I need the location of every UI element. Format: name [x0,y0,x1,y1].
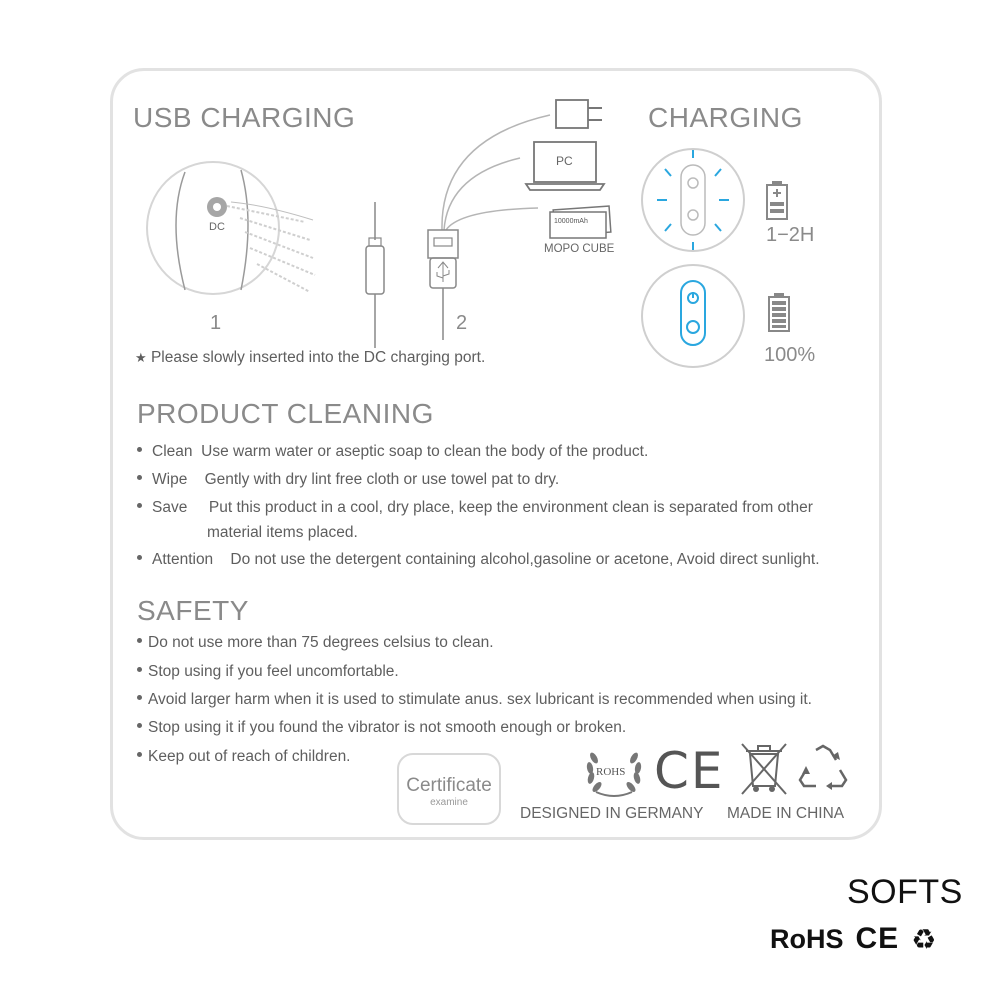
footer-certification-marks [770,922,936,956]
cleaning-item-continuation: material items placed. [207,524,358,541]
cleaning-item-text: Put this product in a cool, dry place, keep the environment clean is separated from other [208,499,813,516]
safety-item-text: Avoid larger harm when it is used to stimulate anus. sex lubricant is recommended when using it. [148,691,812,708]
safety-item-text: Keep out of reach of children. [148,748,351,765]
bullet-icon [137,447,142,452]
safety-item [137,748,351,766]
cleaning-item-label: Save [152,499,188,516]
star-icon: ★ [135,350,147,365]
certificate-stamp [397,753,501,825]
charging-indicator-icon [640,147,750,257]
pc-label: PC [556,154,573,168]
rohs-mark-text: ROHS [596,766,626,778]
cleaning-item-text: Use warm water or aseptic soap to clean the body of the product. [201,443,649,460]
safety-item-text: Stop using if you feel uncomfortable. [148,663,399,680]
dc-plug-cable-icon [360,200,390,350]
charging-time: 1−2H [766,224,815,246]
power-bank-capacity: 10000mAh [554,218,588,225]
designed-in-germany-label: DESIGNED IN GERMANY [520,805,704,822]
charging-note-text: Please slowly inserted into the DC charging port. [150,349,486,366]
charging-note [135,349,485,367]
cleaning-item [137,443,648,461]
battery-charging-icon [764,180,790,222]
safety-item [137,634,494,652]
step-2-number: 2 [456,312,468,334]
bullet-icon [137,475,142,480]
safety-item [137,663,399,681]
wall-adapter-icon [550,96,610,136]
safety-item-text: Do not use more than 75 degrees celsius to clean. [148,634,494,651]
safety-item [137,719,626,737]
safety-item-text: Stop using it if you found the vibrator is not smooth enough or broken. [148,719,627,736]
bullet-icon [137,503,142,508]
cleaning-item-label: Attention [152,551,214,568]
cleaning-item-label: Wipe [152,471,188,488]
safety-item [137,691,812,709]
safety-title: SAFETY [137,595,249,626]
mopo-cube-label: MOPO CUBE [544,243,615,255]
dc-port-label: DC [209,221,225,233]
charged-indicator-icon [640,263,750,373]
recycle-icon [796,744,850,794]
certificate-title: Certificate [406,775,492,796]
bullet-icon [137,752,142,757]
bullet-icon [137,667,142,672]
cleaning-item-label: Clean [152,443,193,460]
cleaning-title: PRODUCT CLEANING [137,398,434,429]
charging-title: CHARGING [648,102,803,133]
ce-mark: CE [654,742,725,800]
brand-logo: SOFTS [847,873,963,911]
cleaning-item-text: Do not use the detergent containing alcohol,gasoline or acetone, Avoid direct sunlight. [230,551,820,568]
cleaning-item-text: Gently with dry lint free cloth or use towel pat to dry. [204,471,560,488]
bullet-icon [137,555,142,560]
cleaning-item [137,471,559,489]
bullet-icon [137,695,142,700]
battery-full-icon [766,292,792,334]
cleaning-item [137,499,813,517]
certificate-subtitle: examine [430,797,468,808]
footer-rohs: RoHS [770,923,844,954]
bullet-icon [137,638,142,643]
weee-bin-icon [738,742,790,796]
recycle-icon: ♻ [911,923,937,955]
charged-level: 100% [764,344,816,366]
made-in-china-label: MADE IN CHINA [727,805,845,822]
cleaning-item [137,551,820,569]
usb-charging-title: USB CHARGING [133,102,356,133]
ce-mark-icon: CE [855,922,900,955]
dc-port-illustration [145,160,325,310]
bullet-icon [137,723,142,728]
step-1-number: 1 [210,312,222,334]
